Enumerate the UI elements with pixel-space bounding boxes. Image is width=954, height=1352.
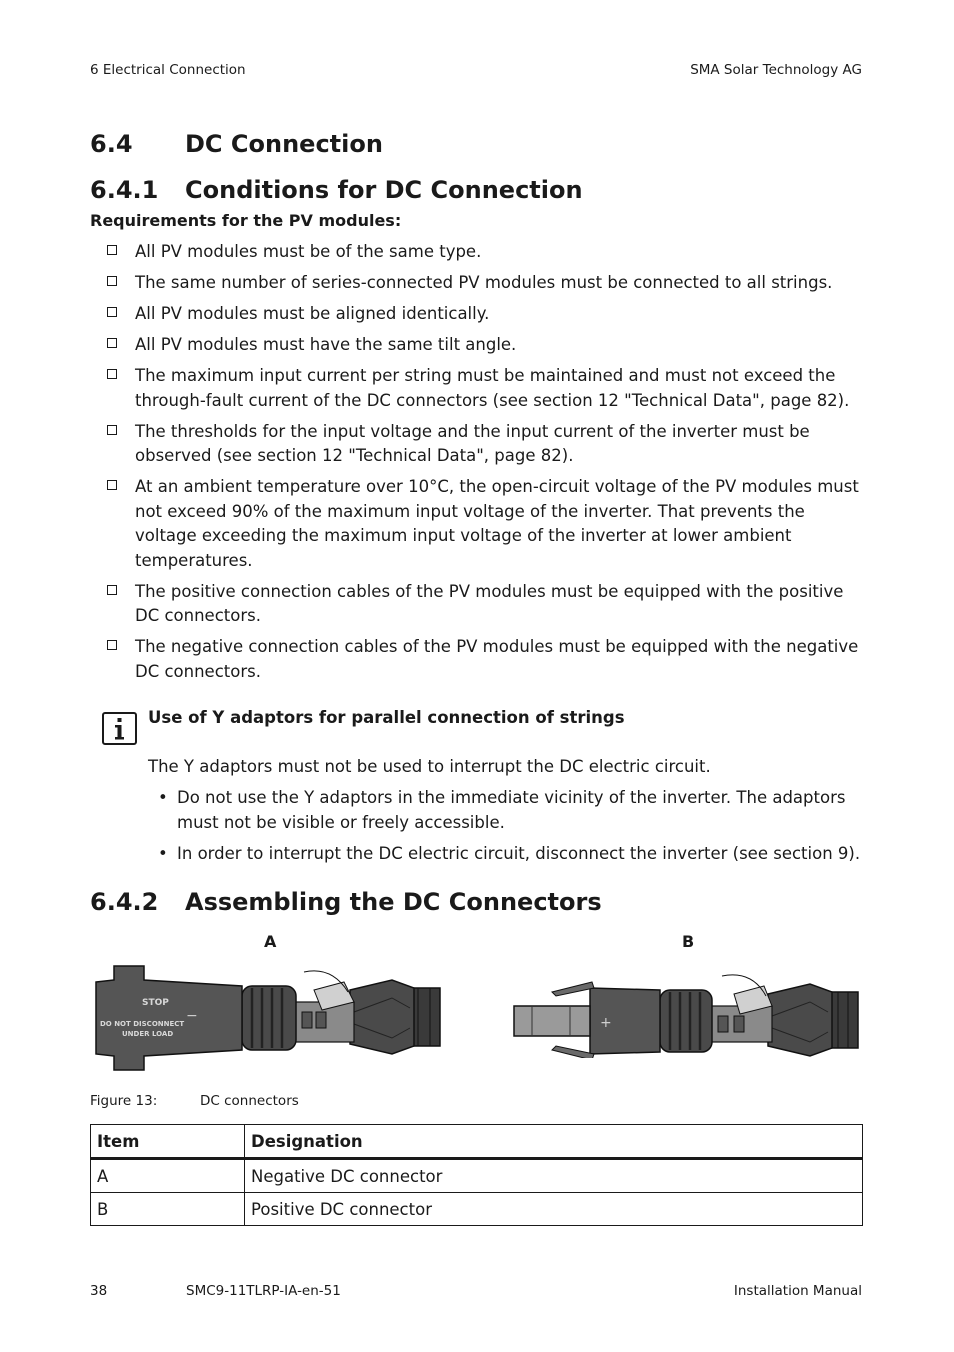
requirement-text: All PV modules must have the same tilt angle.: [135, 335, 517, 354]
requirement-text: At an ambient temperature over 10°C, the open-circuit voltage of the PV modules must not exceed 90% of the maximum input voltage of the inverter. That prevents the voltage exceeding the maximum input voltage of the inverter at lower ambient temperatures.: [135, 477, 859, 570]
section-heading: [90, 130, 383, 158]
subsection-title-2: Assembling the DC Connectors: [185, 888, 602, 916]
requirements-list: [90, 240, 862, 691]
subsection-number-2: 6.4.2: [90, 888, 159, 916]
requirement-text: All PV modules must be of the same type.: [135, 242, 482, 261]
requirement-item: [90, 271, 862, 296]
requirement-text: The thresholds for the input voltage and the input current of the inverter must be observed (see section 12 "Technical Data", page 82).: [135, 421, 810, 465]
checkbox-icon: [107, 245, 117, 255]
subsection-number-1: 6.4.1: [90, 176, 159, 204]
page-number: 38: [90, 1283, 108, 1299]
figure-number: Figure 13:: [90, 1093, 158, 1109]
section-title: DC Connection: [185, 130, 383, 158]
table-header-designation: Designation: [245, 1125, 863, 1159]
requirement-item: [90, 364, 862, 413]
connector-a-stop-text: STOP: [142, 998, 169, 1008]
page-header-left: 6 Electrical Connection: [90, 62, 246, 78]
table-cell: A: [91, 1159, 245, 1193]
figure-label-b: B: [682, 932, 695, 951]
connector-a-warning-text: DO NOT DISCONNECT: [100, 1020, 185, 1028]
table-row: [91, 1159, 863, 1193]
table-cell: Positive DC connector: [245, 1193, 863, 1226]
checkbox-icon: [107, 276, 117, 286]
checkbox-icon: [107, 307, 117, 317]
figure-title: DC connectors: [200, 1093, 299, 1109]
requirement-item: [90, 635, 862, 684]
checkbox-icon: [107, 369, 117, 379]
checkbox-icon: [107, 480, 117, 490]
note-title: Use of Y adaptors for parallel connection of strings: [148, 708, 625, 727]
requirement-text: The same number of series-connected PV modules must be connected to all strings.: [135, 273, 833, 292]
subsection-heading-1: [90, 176, 583, 204]
requirement-item: [90, 420, 862, 469]
requirement-item: [90, 302, 862, 327]
note-bullet: • In order to interrupt the DC electric circuit, disconnect the inverter (see section 9).: [148, 842, 863, 867]
requirement-item: [90, 333, 862, 358]
requirements-heading: Requirements for the PV modules:: [90, 211, 402, 230]
connector-b-plus-sign: +: [600, 1015, 612, 1031]
section-number: 6.4: [90, 130, 133, 158]
table-header-item: Item: [91, 1125, 245, 1159]
requirement-item: [90, 580, 862, 629]
subsection-title-1: Conditions for DC Connection: [185, 176, 583, 204]
checkbox-icon: [107, 338, 117, 348]
figure-caption: [90, 1093, 299, 1109]
document-code: SMC9-11TLRP-IA-en-51: [186, 1283, 341, 1299]
table-header-row: [91, 1125, 863, 1159]
note-bullet: • Do not use the Y adaptors in the immediate vicinity of the inverter. The adaptors must not be visible or freely accessible.: [148, 786, 863, 835]
figure-label-a: A: [264, 932, 277, 951]
note-bullet-list: [148, 786, 863, 873]
requirement-text: The negative connection cables of the PV modules must be equipped with the negative DC connectors.: [135, 637, 859, 681]
page-header-right: SMA Solar Technology AG: [690, 62, 862, 78]
subsection-heading-2: [90, 888, 602, 916]
footer-title: Installation Manual: [733, 1283, 862, 1299]
checkbox-icon: [107, 640, 117, 650]
designation-table: [90, 1124, 863, 1226]
requirement-item: [90, 475, 862, 573]
requirement-text: All PV modules must be aligned identically.: [135, 304, 490, 323]
requirement-text: The positive connection cables of the PV modules must be equipped with the positive DC connectors.: [135, 581, 844, 625]
checkbox-icon: [107, 425, 117, 435]
checkbox-icon: [107, 585, 117, 595]
info-icon: [102, 712, 137, 745]
table-cell: Negative DC connector: [245, 1159, 863, 1193]
connector-a-minus-sign: −: [186, 1008, 198, 1024]
table-cell: B: [91, 1193, 245, 1226]
table-row: [91, 1193, 863, 1226]
negative-dc-connector-image: [92, 962, 442, 1074]
requirement-text: The maximum input current per string must be maintained and must not exceed the through-fault current of the DC connectors (see section 12 "Technical Data", page 82).: [135, 366, 850, 410]
note-text: The Y adaptors must not be used to interrupt the DC electric circuit.: [148, 757, 711, 776]
connector-a-warning-text-2: UNDER LOAD: [122, 1030, 174, 1038]
positive-dc-connector-image: [512, 972, 862, 1058]
requirement-item: [90, 240, 862, 265]
